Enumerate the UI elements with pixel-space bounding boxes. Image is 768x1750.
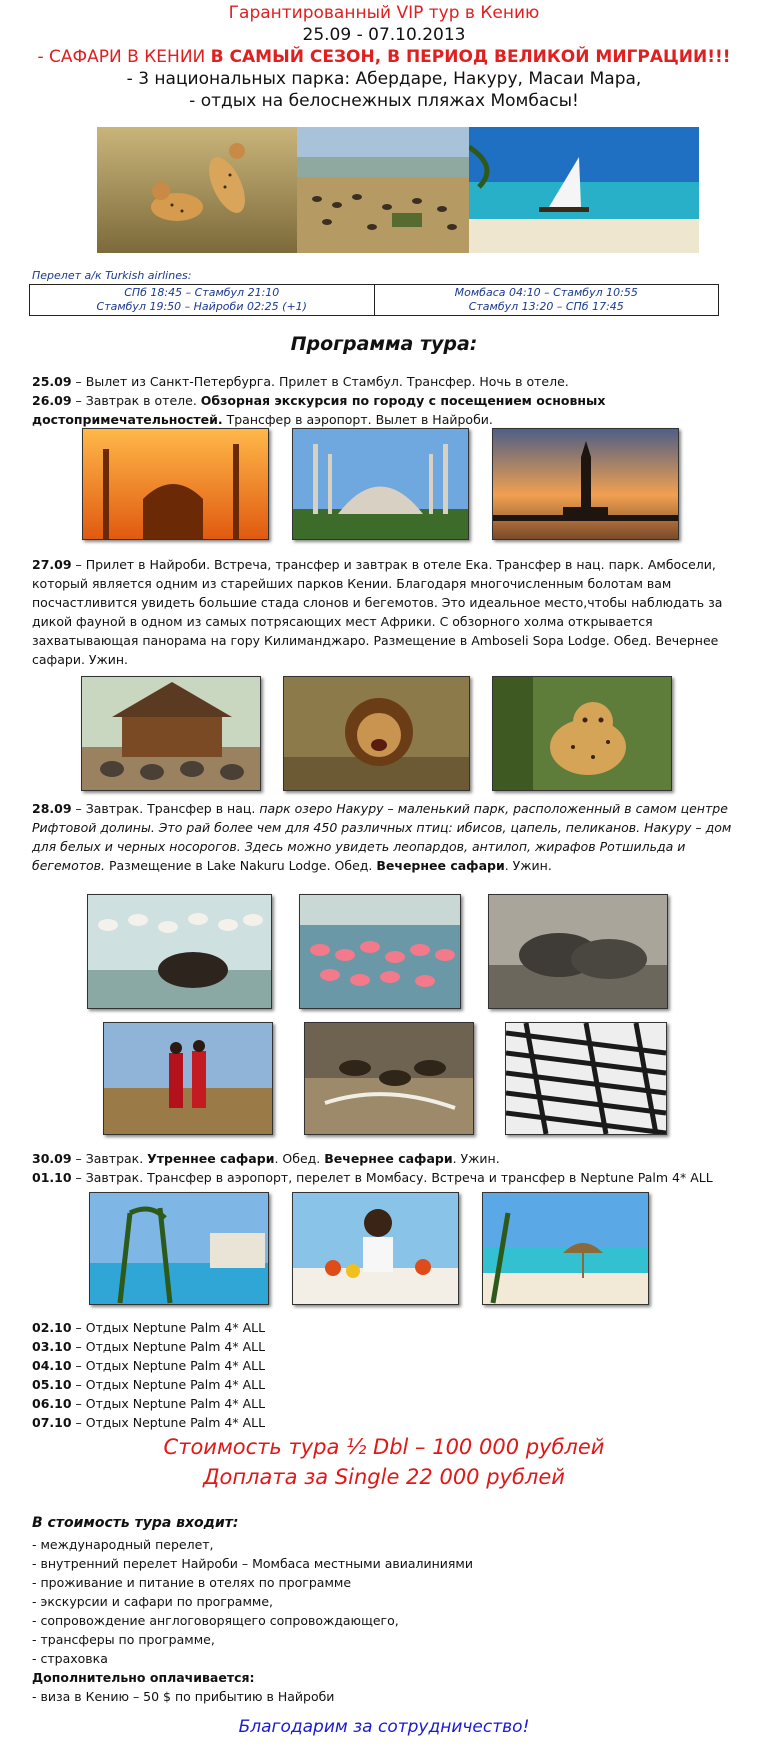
wildebeest-crossing-photo <box>304 1022 474 1135</box>
rest-day: 05.10 – Отдых Neptune Palm 4* ALL <box>32 1377 266 1392</box>
hero-collage <box>97 127 699 253</box>
mosque-sunset-photo <box>82 428 269 540</box>
tour-title: Гарантированный VIP тур в Кению <box>228 3 540 23</box>
day-25-09: 25.09 – Вылет из Санкт-Петербурга. Прилет в Стамбул. Трансфер. Ночь в отеле. 26.09 – Завтрак в отеле. Обзорная экскурсия по городу с посещением основных достопримечательностей. Трансфер в аэропорт. Вылет в Найроби. <box>32 374 606 427</box>
istanbul-photos <box>82 428 679 540</box>
includes-item: - экскурсии и сафари по программе, <box>32 1594 273 1609</box>
maasai-photo <box>103 1022 273 1135</box>
blue-mosque-photo <box>292 428 469 540</box>
flights-table <box>29 284 719 316</box>
day-28-09: 28.09 – Завтрак. Трансфер в нац. парк озеро Накуру – маленький парк, расположенный в самом центре Рифтовой долины. Это рай более чем для 450 различных птиц: ибисов, цапель, пеликанов. Накуру – дом для белых и черных носорогов. Здесь можно увидеть леопардов, антилоп, жирафов Ротшильда и бегемотов. Размещение в Lake Nakuru Lodge. Обед. Вечернее сафари. Ужин. <box>32 801 732 873</box>
flights-return: Момбаса 04:10 – Стамбул 10:55 Стамбул 13:20 – СПб 17:45 <box>374 285 719 316</box>
tour-parks: - 3 национальных парка: Абердаре, Накуру, Масаи Мара, <box>126 69 642 89</box>
mombasa-photos <box>89 1192 649 1305</box>
nakuru-photos-1 <box>87 894 668 1009</box>
flights-outbound: СПб 18:45 – Стамбул 21:10 Стамбул 19:50 – Найроби 02:25 (+1) <box>30 285 375 316</box>
lodge-elephants-photo <box>81 676 261 791</box>
rest-days-list <box>32 1318 265 1432</box>
price-double: Стоимость тура ½ Dbl – 100 000 рублей <box>163 1435 605 1459</box>
rhinos-photo <box>488 894 668 1009</box>
rest-day: 03.10 – Отдых Neptune Palm 4* ALL <box>32 1339 266 1354</box>
includes-item: - международный перелет, <box>32 1537 214 1552</box>
flamingos-photo <box>299 894 461 1009</box>
hotel-pool-photo <box>89 1192 269 1305</box>
pelicans-buffalo-photo <box>87 894 272 1009</box>
includes-item: - проживание и питание в отелях по программе <box>32 1575 352 1590</box>
cheetahs-photo <box>97 127 297 253</box>
beach-boat-photo <box>469 127 699 253</box>
extra-payment-title: Дополнительно оплачивается: <box>32 1670 255 1685</box>
includes-list <box>32 1535 473 1706</box>
rest-day: 07.10 – Отдых Neptune Palm 4* ALL <box>32 1415 266 1430</box>
includes-title: В стоимость тура входит: <box>32 1515 239 1531</box>
includes-item: - страховка <box>32 1651 108 1666</box>
program-title: Программа тура: <box>290 333 478 355</box>
migration-photo <box>297 127 469 253</box>
includes-item: - трансферы по программе, <box>32 1632 215 1647</box>
rest-day: 02.10 – Отдых Neptune Palm 4* ALL <box>32 1320 266 1335</box>
thanks-note: Благодарим за сотрудничество! <box>238 1717 530 1737</box>
chef-fruit-photo <box>292 1192 459 1305</box>
tour-beaches: - отдых на белоснежных пляжах Момбасы! <box>189 91 579 111</box>
nakuru-photos-2 <box>103 1022 667 1135</box>
day-27-09: 27.09 – Прилет в Найроби. Встреча, трансфер и завтрак в отеле Ека. Трансфер в нац. парк. Амбосели, который является одним из старейших парков Кении. Благодаря многочисленным болотам вам посчастливится увидеть большие стада слонов и бегемотов. Это идеальное место,чтобы наблюдать за дикой фауной в одном из самых потрясающих мест Африки. С обзорного холма открывается захватывающая панорама на гору Килиманджаро. Размещение в Amboseli Sopa Lodge. Обед. Вечернее сафари. Ужин. <box>32 557 723 667</box>
zebras-photo <box>505 1022 667 1135</box>
rest-day: 04.10 – Отдых Neptune Palm 4* ALL <box>32 1358 266 1373</box>
lion-photo <box>283 676 470 791</box>
includes-item: - сопровождение англоговорящего сопровождающего, <box>32 1613 399 1628</box>
flights-title: Перелет а/к Turkish airlines: <box>32 269 192 282</box>
amboseli-photos <box>81 676 672 791</box>
price-single: Доплата за Single 22 000 рублей <box>203 1465 565 1489</box>
extra-payment-item: - виза в Кению – 50 $ по прибытию в Найроби <box>32 1689 335 1704</box>
tour-dates: 25.09 - 07.10.2013 <box>302 25 466 45</box>
rest-day: 06.10 – Отдых Neptune Palm 4* ALL <box>32 1396 266 1411</box>
maiden-tower-photo <box>492 428 679 540</box>
beach-umbrellas-photo <box>482 1192 649 1305</box>
includes-item: - внутренний перелет Найроби – Момбаса местными авиалиниями <box>32 1556 473 1571</box>
tour-highlight: - САФАРИ В КЕНИИ В САМЫЙ СЕЗОН, В ПЕРИОД ВЕЛИКОЙ МИГРАЦИИ!!! <box>37 47 731 67</box>
leopard-cub-photo <box>492 676 672 791</box>
day-30-09: 30.09 – Завтрак. Утреннее сафари. Обед. Вечернее сафари. Ужин. 01.10 – Завтрак. Трансфер в аэропорт, перелет в Момбасу. Встреча и трансфер в Neptune Palm 4* ALL <box>32 1151 713 1185</box>
tour-header <box>0 2 768 112</box>
